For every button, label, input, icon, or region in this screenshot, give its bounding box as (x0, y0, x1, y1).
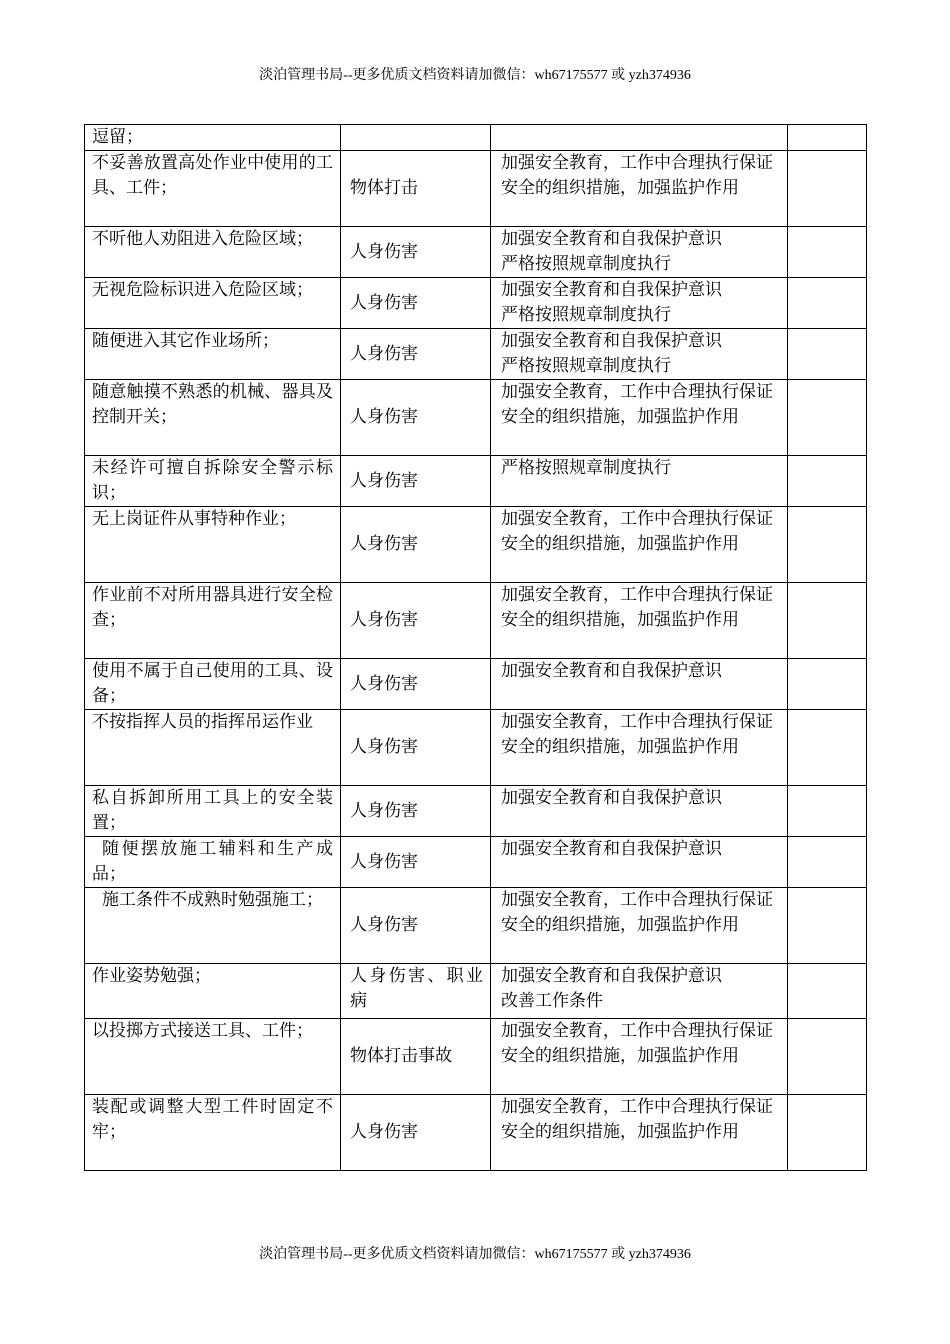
consequence-cell: 人身伤害 (341, 329, 491, 380)
consequence-cell: 人身伤害 (341, 380, 491, 456)
measure-line: 严格按照规章制度执行 (501, 458, 671, 478)
hazard-cell: 逗留； (85, 125, 341, 151)
measure-line: 加强安全教育和自我保护意识 (501, 280, 722, 300)
measure-line: 加强安全教育和自我保护意识 (501, 788, 722, 808)
measures-cell (491, 786, 788, 837)
hazard-cell: 未经许可擅自拆除安全警示标识； (85, 456, 341, 507)
table-row (85, 151, 867, 227)
hazard-cell: 随便摆放施工辅料和生产成品； (85, 837, 341, 888)
measures-cell (491, 456, 788, 507)
measure-line: 加强安全教育，工作中合理执行保证安全的组织措施，加强监护作用 (501, 1097, 773, 1142)
hazard-cell: 随意触摸不熟悉的机械、器具及控制开关； (85, 380, 341, 456)
measure-line: 加强安全教育，工作中合理执行保证安全的组织措施，加强监护作用 (501, 890, 773, 935)
table-row (85, 1019, 867, 1095)
note-cell (788, 659, 867, 710)
measure-line: 加强安全教育，工作中合理执行保证安全的组织措施，加强监护作用 (501, 1021, 773, 1066)
table-row (85, 786, 867, 837)
note-cell (788, 456, 867, 507)
consequence-cell: 人身伤害 (341, 786, 491, 837)
note-cell (788, 964, 867, 1019)
consequence-cell: 人身伤害 (341, 227, 491, 278)
consequence-cell: 物体打击 (341, 151, 491, 227)
table-row (85, 329, 867, 380)
measure-line: 严格按照规章制度执行 (501, 356, 671, 376)
hazard-cell: 施工条件不成熟时勉强施工； (85, 888, 341, 964)
consequence-cell: 人身伤害 (341, 1095, 491, 1171)
measure-line: 严格按照规章制度执行 (501, 305, 671, 325)
note-cell (788, 507, 867, 583)
page-footer: 淡泊管理书局--更多优质文档资料请加微信：wh67175577 或 yzh374936 (259, 1247, 691, 1262)
consequence-cell: 人身伤害、职业病 (341, 964, 491, 1019)
hazard-cell: 无视危险标识进入危险区域； (85, 278, 341, 329)
measure-line: 加强安全教育，工作中合理执行保证安全的组织措施，加强监护作用 (501, 509, 773, 554)
consequence-cell: 人身伤害 (341, 710, 491, 786)
hazard-cell: 无上岗证件从事特种作业； (85, 507, 341, 583)
note-cell (788, 1095, 867, 1171)
hazard-cell: 作业姿势勉强； (85, 964, 341, 1019)
measure-line: 加强安全教育和自我保护意识 (501, 331, 722, 351)
measure-line: 加强安全教育和自我保护意识 (501, 839, 722, 859)
consequence-cell: 人身伤害 (341, 507, 491, 583)
table-row (85, 125, 867, 151)
hazard-table (84, 124, 867, 1171)
hazard-cell: 不听他人劝阻进入危险区域； (85, 227, 341, 278)
hazard-cell: 装配或调整大型工件时固定不牢； (85, 1095, 341, 1171)
table-row (85, 227, 867, 278)
note-cell (788, 278, 867, 329)
measures-cell (491, 227, 788, 278)
measures-cell (491, 888, 788, 964)
measures-cell (491, 507, 788, 583)
measures-cell (491, 710, 788, 786)
measures-cell (491, 583, 788, 659)
measures-cell (491, 125, 788, 151)
hazard-cell: 作业前不对所用器具进行安全检查； (85, 583, 341, 659)
measures-cell (491, 659, 788, 710)
note-cell (788, 786, 867, 837)
note-cell (788, 380, 867, 456)
measure-line: 加强安全教育，工作中合理执行保证安全的组织措施，加强监护作用 (501, 712, 773, 757)
table-row (85, 710, 867, 786)
hazard-cell: 以投掷方式接送工具、工件； (85, 1019, 341, 1095)
hazard-cell: 私自拆卸所用工具上的安全装置； (85, 786, 341, 837)
hazard-cell: 随便进入其它作业场所； (85, 329, 341, 380)
measures-cell (491, 1019, 788, 1095)
table-row (85, 659, 867, 710)
note-cell (788, 151, 867, 227)
table-row (85, 583, 867, 659)
note-cell (788, 125, 867, 151)
hazard-cell: 不按指挥人员的指挥吊运作业 (85, 710, 341, 786)
note-cell (788, 329, 867, 380)
consequence-cell: 人身伤害 (341, 837, 491, 888)
table-row (85, 278, 867, 329)
note-cell (788, 837, 867, 888)
measure-line: 加强安全教育和自我保护意识 (501, 661, 722, 681)
consequence-cell: 人身伤害 (341, 583, 491, 659)
note-cell (788, 583, 867, 659)
measure-line: 加强安全教育，工作中合理执行保证安全的组织措施，加强监护作用 (501, 382, 773, 427)
consequence-cell: 人身伤害 (341, 278, 491, 329)
note-cell (788, 888, 867, 964)
note-cell (788, 710, 867, 786)
measures-cell (491, 329, 788, 380)
measures-cell (491, 1095, 788, 1171)
measure-line: 改善工作条件 (501, 991, 603, 1011)
measure-line: 加强安全教育和自我保护意识 (501, 229, 722, 249)
hazard-cell: 使用不属于自己使用的工具、设备； (85, 659, 341, 710)
measure-line: 加强安全教育，工作中合理执行保证安全的组织措施，加强监护作用 (501, 585, 773, 630)
table-row (85, 507, 867, 583)
measure-line: 加强安全教育和自我保护意识 (501, 966, 722, 986)
note-cell (788, 227, 867, 278)
note-cell (788, 1019, 867, 1095)
measures-cell (491, 151, 788, 227)
table-row (85, 456, 867, 507)
consequence-cell: 人身伤害 (341, 888, 491, 964)
consequence-cell: 物体打击事故 (341, 1019, 491, 1095)
table-row (85, 888, 867, 964)
measures-cell (491, 380, 788, 456)
consequence-cell: 人身伤害 (341, 659, 491, 710)
table-row (85, 964, 867, 1019)
measure-line: 加强安全教育，工作中合理执行保证安全的组织措施，加强监护作用 (501, 153, 773, 198)
table-row (85, 1095, 867, 1171)
consequence-cell: 人身伤害 (341, 456, 491, 507)
measure-line: 严格按照规章制度执行 (501, 254, 671, 274)
table-row (85, 837, 867, 888)
table-row (85, 380, 867, 456)
consequence-cell (341, 125, 491, 151)
hazard-cell: 不妥善放置高处作业中使用的工具、工件； (85, 151, 341, 227)
measures-cell (491, 837, 788, 888)
measures-cell (491, 964, 788, 1019)
measures-cell (491, 278, 788, 329)
page-header: 淡泊管理书局--更多优质文档资料请加微信：wh67175577 或 yzh374936 (259, 68, 691, 83)
